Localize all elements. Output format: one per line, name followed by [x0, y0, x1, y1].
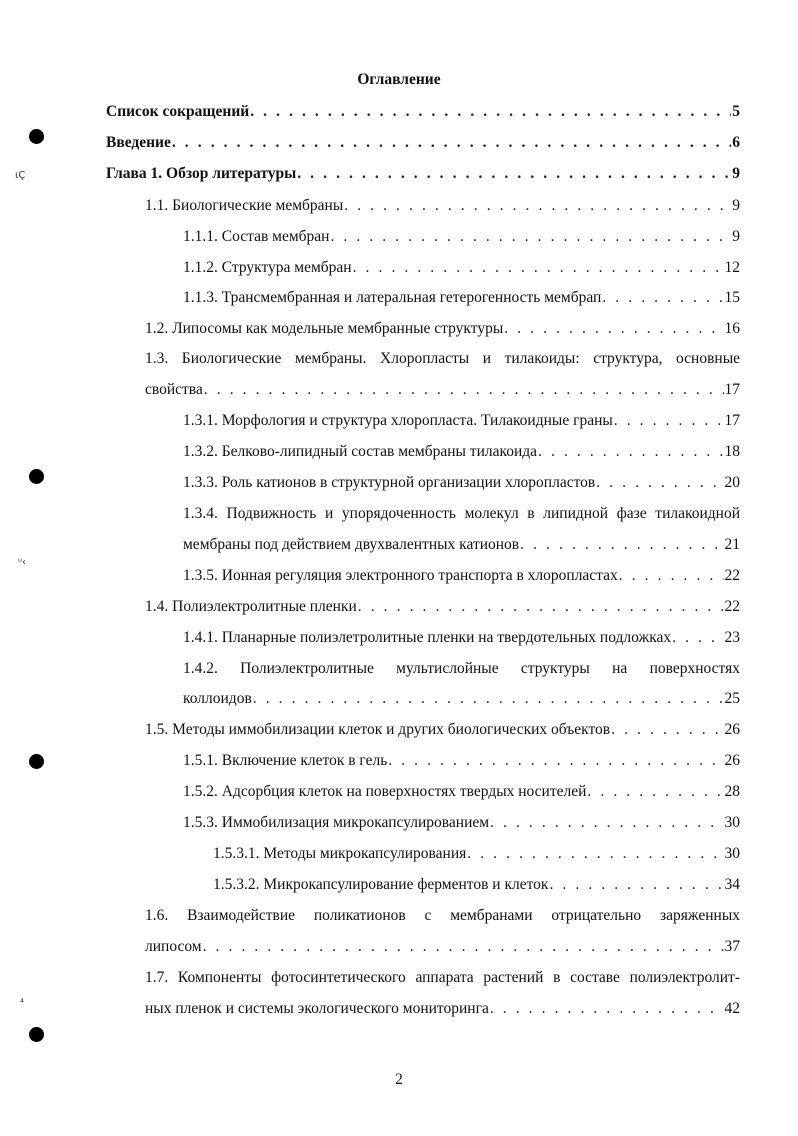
leader-dots: [549, 876, 723, 894]
toc-entry-title: 1.3.3. Роль катионов в структурной организации хлоропластов: [183, 474, 596, 491]
toc-entry-page: 34: [724, 876, 740, 893]
punch-hole: [29, 129, 44, 144]
leader-dots: [602, 289, 723, 307]
leader-dots: [672, 629, 723, 647]
toc-entry-page: 17: [724, 412, 740, 429]
toc-entry-title-line1: 1.4.2. Полиэлектролитные мультислойные структуры на поверхностях: [183, 660, 740, 677]
toc-entry-page: 15: [724, 289, 740, 306]
leader-dots: [297, 165, 731, 183]
leader-dots: [253, 690, 724, 708]
toc-entry-title-line1: 1.7. Компоненты фотосинтетического аппарата растений в составе полиэлектролит-: [145, 969, 740, 986]
leader-dots: [467, 845, 723, 863]
toc-entry-page: 26: [724, 721, 740, 738]
toc-entry[interactable]: [183, 259, 740, 277]
toc-entry[interactable]: [183, 752, 740, 770]
leader-dots: [611, 721, 723, 739]
toc-entry-title: мембраны под действием двухвалентных катионов: [183, 536, 520, 553]
toc-entry-title: 1.5.3.2. Микрокапсулирование ферментов и клеток: [213, 876, 549, 893]
toc-entry-title-line1: 1.3.4. Подвижность и упорядоченность молекул в липидной фазе тилакоидной: [183, 505, 740, 522]
toc-entry-title-line1: 1.6. Взаимодействие поликатионов с мембранами отрицательно заряженных: [145, 907, 740, 924]
leader-dots: [490, 814, 723, 832]
toc-entry[interactable]: [183, 443, 740, 461]
toc-entry-page: 30: [724, 814, 740, 831]
leader-dots: [538, 443, 723, 461]
toc-entry[interactable]: [183, 814, 740, 832]
scan-mark: ⁴: [20, 998, 25, 1009]
toc-entry-page: 5: [732, 103, 740, 120]
toc-entry-page: 18: [724, 443, 740, 460]
toc-entry[interactable]: [183, 289, 740, 307]
toc-entry-title: 1.1.2. Структура мембран: [183, 259, 352, 276]
toc-entry-title: 1.1.3. Трансмембранная и латеральная гетерогенность мембрап: [183, 289, 602, 306]
page-title: Оглавление: [357, 71, 441, 88]
toc-entry-title: 1.3.1. Морфология и структура хлоропласта. Тилакоидные граны: [183, 412, 613, 429]
toc-entry-page: 26: [724, 752, 740, 769]
toc-entry-page: 28: [724, 783, 740, 800]
toc-entry[interactable]: [145, 598, 740, 616]
leader-dots: [330, 228, 731, 246]
toc-entry-title: 1.3.2. Белково-липидный состав мембраны тилакоида: [183, 443, 538, 460]
toc-entry[interactable]: [213, 845, 740, 863]
page-number: 2: [395, 1071, 403, 1088]
toc-entry-page: 42: [724, 1000, 740, 1017]
punch-hole: [29, 1027, 44, 1042]
toc-entry[interactable]: [106, 103, 740, 121]
toc-entry-title: липосом: [145, 938, 202, 955]
toc-entry[interactable]: [183, 783, 740, 801]
toc-entry-title: 1.4.1. Планарные полиэлетролитные пленки на твердотельных подложках: [183, 629, 672, 646]
toc-entry-title: Введение: [106, 134, 171, 151]
toc-entry[interactable]: [145, 320, 740, 338]
toc-entry[interactable]: [183, 474, 740, 492]
toc-entry-title: Список сокращений: [106, 103, 250, 120]
leader-dots: [520, 536, 723, 554]
leader-dots: [204, 381, 724, 399]
toc-entry-title-line1: 1.3. Биологические мембраны. Хлоропласты и тилакоиды: структура, основные: [145, 350, 740, 367]
toc-entry-page: 25: [724, 690, 740, 707]
toc-entry-title: 1.5.2. Адсорбция клеток на поверхностях твердых носителей: [183, 783, 587, 800]
leader-dots: [172, 134, 731, 152]
toc-entry[interactable]: [183, 690, 740, 708]
leader-dots: [250, 103, 731, 121]
toc-entry-title: 1.1. Биологические мембраны: [145, 197, 344, 214]
leader-dots: [596, 474, 723, 492]
toc-entry[interactable]: [145, 197, 740, 215]
toc-entry-title: 1.5.1. Включение клеток в гель: [183, 752, 388, 769]
toc-entry-page: 9: [732, 197, 740, 214]
toc-entry-page: 12: [724, 259, 740, 276]
toc-entry-title: 1.4. Полиэлектролитные пленки: [145, 598, 357, 615]
toc-entry-title: свойства: [145, 381, 203, 398]
toc-entry[interactable]: [213, 876, 740, 894]
toc-entry-title: Глава 1. Обзор литературы: [106, 165, 297, 182]
scan-mark: ᵘ‹: [18, 557, 27, 568]
toc-entry[interactable]: [183, 412, 740, 430]
toc-entry[interactable]: [145, 721, 740, 739]
punch-hole: [29, 754, 44, 769]
toc-entry-title: 1.3.5. Ионная регуляция электронного транспорта в хлоропластах: [183, 567, 618, 584]
leader-dots: [203, 938, 724, 956]
toc-entry-page: 20: [724, 474, 740, 491]
toc-entry-page: 16: [724, 320, 740, 337]
leader-dots: [344, 197, 731, 215]
toc-entry-page: 6: [732, 134, 740, 151]
scan-mark: ιÇ: [15, 170, 26, 181]
toc-entry-title: 1.5. Методы иммобилизации клеток и других биологических объектов: [145, 721, 611, 738]
toc-entry[interactable]: [145, 1000, 740, 1018]
toc-entry[interactable]: [106, 134, 740, 152]
leader-dots: [587, 783, 723, 801]
leader-dots: [614, 412, 724, 430]
toc-entry[interactable]: [183, 536, 740, 554]
toc-entry-page: 22: [724, 598, 740, 615]
toc-entry-page: 37: [724, 938, 740, 955]
toc-entry-page: 30: [724, 845, 740, 862]
toc-entry[interactable]: [183, 567, 740, 585]
leader-dots: [388, 752, 723, 770]
toc-entry-title: 1.5.3. Иммобилизация микрокапсулированием: [183, 814, 490, 831]
toc-entry[interactable]: [183, 629, 740, 647]
toc-entry-page: 17: [724, 381, 740, 398]
leader-dots: [619, 567, 724, 585]
toc-entry-page: 21: [724, 536, 740, 553]
toc-entry[interactable]: [145, 381, 740, 399]
toc-entry-page: 9: [732, 228, 740, 245]
toc-entry-title: 1.1.1. Состав мембран: [183, 228, 330, 245]
toc-entry-page: 22: [724, 567, 740, 584]
leader-dots: [358, 598, 724, 616]
toc-entry-title: 1.2. Липосомы как модельные мембранные структуры: [145, 320, 504, 337]
punch-hole: [29, 469, 44, 484]
leader-dots: [353, 259, 724, 277]
toc-entry[interactable]: [145, 938, 740, 956]
toc-entry[interactable]: [106, 165, 740, 183]
toc-entry-title: 1.5.3.1. Методы микрокапсулирования: [213, 845, 467, 862]
toc-entry-title: ных пленок и системы экологического мониторинга: [145, 1000, 489, 1017]
toc-entry[interactable]: [183, 228, 740, 246]
toc-entry-page: 23: [724, 629, 740, 646]
leader-dots: [490, 1000, 724, 1018]
toc-entry-title: коллоидов: [183, 690, 252, 707]
toc-entry-page: 9: [732, 165, 740, 182]
leader-dots: [504, 320, 723, 338]
